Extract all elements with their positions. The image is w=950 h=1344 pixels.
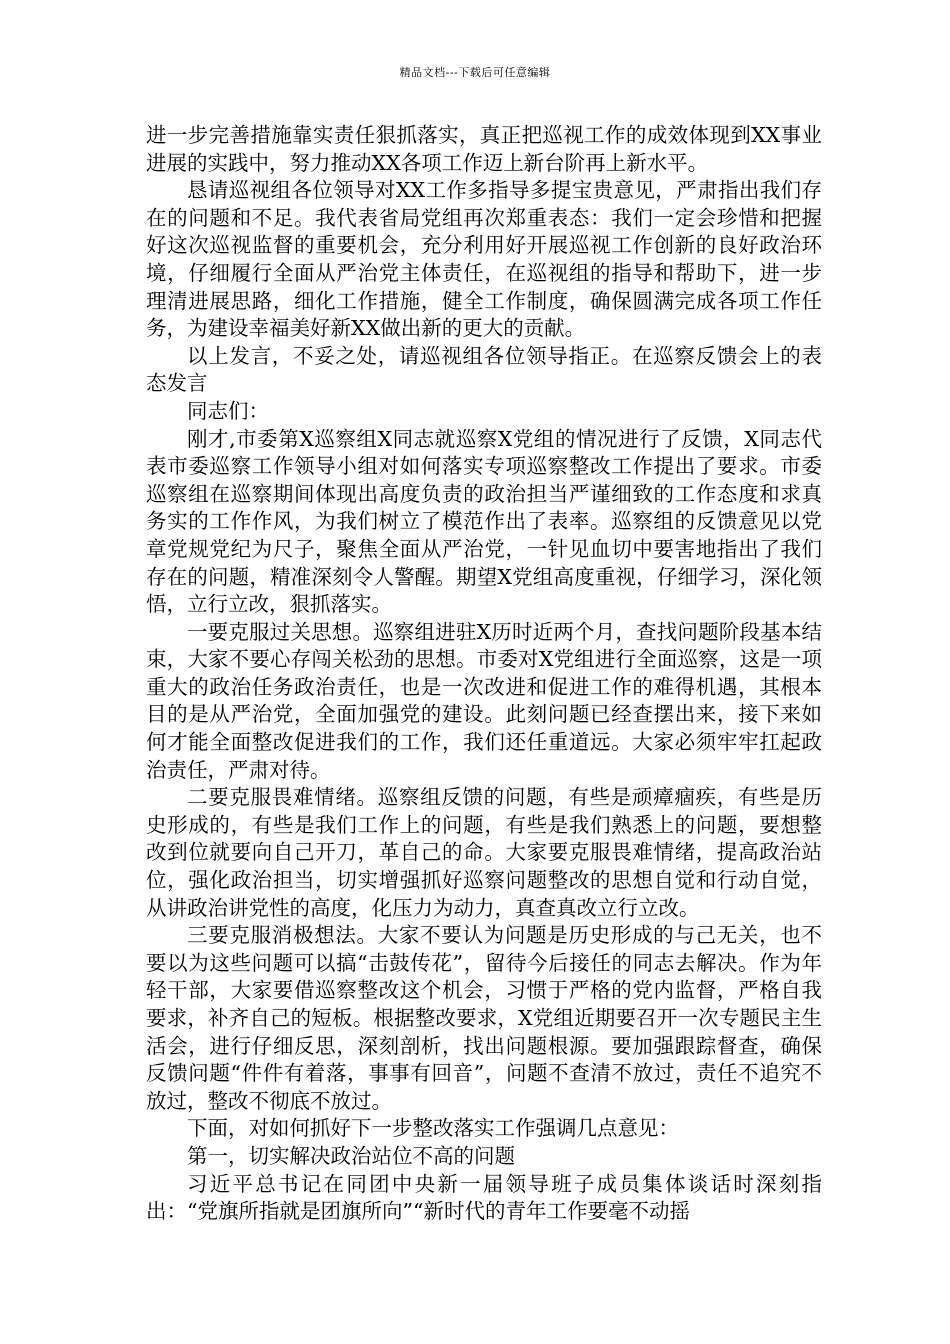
paragraph: 同志们：	[187, 398, 269, 423]
document-body	[146, 122, 822, 1226]
paragraph: 二要克服畏难情绪。巡察组反馈的问题，有些是顽瘴痼疾，有些是历史形成的，有些是我们工作上的问题，有些是我们熟悉上的问题，要想整改到位就要向自己开刀，革自己的命。大家要克服畏难情绪，提高政治站位，强化政治担当，切实增强抓好巡察问题整改的思想自觉和行动自觉，从讲政治讲党性的高度，化压力为动力，真查真改立行立改。	[146, 785, 822, 920]
paragraph: 刚才,市委第X巡察组X同志就巡察X党组的情况进行了反馈，X同志代表市委巡察工作领导小组对如何落实专项巡察整改工作提出了要求。市委巡察组在巡察期间体现出高度负责的政治担当严谨细致的工作态度和求真务实的工作作风，为我们树立了模范作出了表率。巡察组的反馈意见以党章党规党纪为尺子，聚焦全面从严治党，一针见血切中要害地指出了我们存在的问题，精准深刻令人警醒。期望X党组高度重视，仔细学习，深化领悟，立行立改，狠抓落实。	[146, 426, 822, 617]
paragraph: 进一步完善措施靠实责任狠抓落实，真正把巡视工作的成效体现到XX事业进展的实践中，努力推动XX各项工作迈上新台阶再上新水平。	[146, 123, 822, 175]
paragraph: 三要克服消极想法。大家不要认为问题是历史形成的与己无关，也不要以为这些问题可以搞“击鼓传花”，留待今后接任的同志去解决。作为年轻干部，大家要借巡察整改这个机会，习惯于严格的党内监督，严格自我要求，补齐自己的短板。根据整改要求，X党组近期要召开一次专题民主生活会，进行仔细反思，深刻剖析，找出问题根源。要加强跟踪督查，确保反馈问题“件件有着落，事事有回音”，问题不查清不放过，责任不追究不放过，整改不彻底不放过。	[146, 923, 822, 1113]
paragraph: 以上发言，不妥之处，请巡视组各位领导指正。在巡察反馈会上的表态发言	[146, 343, 822, 396]
page-header: 精品文档---下载后可任意编辑	[399, 66, 551, 79]
paragraph: 恳请巡视组各位领导对XX工作多指导多提宝贵意见，严肃指出我们存在的问题和不足。我代表省局党组再次郑重表态：我们一定会珍惜和把握好这次巡视监督的重要机会，充分利用好开展巡视工作创新的良好政治环境，仔细履行全面从严治党主体责任，在巡视组的指导和帮助下，进一步理清进展思路，细化工作措施，健全工作制度，确保圆满完成各项工作任务，为建设幸福美好新XX做出新的更大的贡献。	[146, 178, 822, 341]
paragraph: 下面，对如何抓好下一步整改落实工作强调几点意见：	[187, 1116, 679, 1141]
section-heading: 第一，切实解决政治站位不高的问题	[187, 1143, 515, 1168]
paragraph: 一要克服过关思想。巡察组进驻X历时近两个月，查找问题阶段基本结束，大家不要心存闯关松劲的思想。市委对X党组进行全面巡察，这是一项重大的政治任务政治责任，也是一次改进和促进工作的难得机遇，其根本目的是从严治党，全面加强党的建设。此刻问题已经查摆出来，接下来如何才能全面整改促进我们的工作，我们还任重道远。大家必须牢牢扛起政治责任，严肃对待。	[146, 619, 822, 782]
paragraph: 习近平总书记在同团中央新一届领导班子成员集体谈话时深刻指出：“党旗所指就是团旗所向”“新时代的青年工作要毫不动摇	[146, 1171, 822, 1224]
